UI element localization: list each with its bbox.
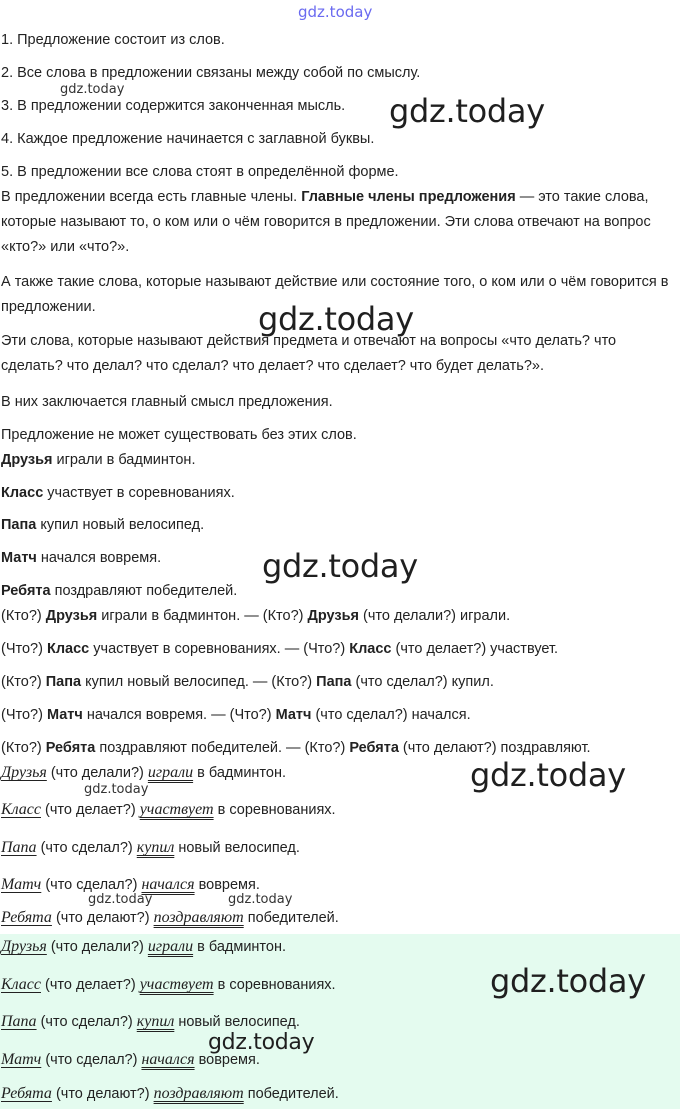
theory-paragraph: В предложении всегда есть главные члены. Главные члены предложения — это такие слова, которые называют то, о ком или о чём говорится в предложении. Эти слова отвечают на вопрос «кто?» или «что?». — [1, 189, 651, 255]
analysis-line: (Кто?) Ребята поздравляют победителей. — (Кто?) Ребята (что делают?) поздравляют. — [1, 740, 591, 756]
parsed-sentence: Друзья (что делали?) играли в бадминтон. — [1, 938, 287, 955]
watermark: gdz.today — [262, 547, 418, 585]
watermark: gdz.today — [389, 92, 545, 130]
parsed-sentence: Папа (что сделал?) купил новый велосипед. — [1, 1013, 300, 1030]
sentence: Папа купил новый велосипед. — [1, 517, 205, 533]
parsed-sentence: Друзья (что делали?) играли в бадминтон. — [1, 764, 287, 781]
parsed-sentence: Класс (что делает?) участвует в соревнованиях. — [1, 976, 336, 993]
watermark-small: gdz.today — [84, 782, 149, 797]
watermark: gdz.today — [470, 756, 626, 794]
parsed-sentence: Ребята (что делают?) поздравляют победителей. — [1, 909, 339, 926]
rule-item: 4. Каждое предложение начинается с заглавной буквы. — [1, 131, 375, 147]
watermark: gdz.today — [258, 300, 414, 338]
sentence: Ребята поздравляют победителей. — [1, 583, 238, 599]
rule-item: 2. Все слова в предложении связаны между собой по смыслу. — [1, 65, 421, 81]
watermark: gdz.today — [490, 962, 646, 1000]
watermark: gdz.today — [208, 1030, 315, 1055]
analysis-line: (Кто?) Папа купил новый велосипед. — (Кто?) Папа (что сделал?) купил. — [1, 674, 494, 690]
analysis-line: (Кто?) Друзья играли в бадминтон. — (Кто?) Друзья (что делали?) играли. — [1, 608, 511, 624]
watermark-small: gdz.today — [88, 892, 153, 907]
watermark-top: gdz.today — [298, 3, 373, 21]
theory-paragraph: Предложение не может существовать без этих слов. — [1, 427, 357, 443]
parsed-sentence: Класс (что делает?) участвует в соревнованиях. — [1, 801, 336, 818]
sentence: Матч начался вовремя. — [1, 550, 162, 566]
parsed-sentence: Ребята (что делают?) поздравляют победителей. — [1, 1085, 339, 1102]
watermark-small: gdz.today — [228, 892, 293, 907]
rule-item: 1. Предложение состоит из слов. — [1, 32, 225, 48]
theory-paragraph: Эти слова, которые называют действия предмета и отвечают на вопросы «что делать? что сделать? что делал? что сделал? что делает? что сделает? что будет делать?». — [1, 333, 617, 374]
parsed-sentence: Папа (что сделал?) купил новый велосипед. — [1, 839, 300, 856]
sentence: Друзья играли в бадминтон. — [1, 452, 196, 468]
analysis-line: (Что?) Класс участвует в соревнованиях. — (Что?) Класс (что делает?) участвует. — [1, 641, 559, 657]
watermark-small: gdz.today — [60, 82, 125, 97]
parsed-sentence: Матч (что сделал?) начался вовремя. — [1, 1051, 260, 1068]
sentence: Класс участвует в соревнованиях. — [1, 485, 235, 501]
theory-paragraph: А также такие слова, которые называют действие или состояние того, о ком или о чём говорится в предложении. — [1, 274, 669, 315]
theory-paragraph: В них заключается главный смысл предложения. — [1, 394, 333, 410]
analysis-line: (Что?) Матч начался вовремя. — (Что?) Матч (что сделал?) начался. — [1, 707, 471, 723]
rule-item: 3. В предложении содержится законченная мысль. — [1, 98, 346, 114]
rule-item: 5. В предложении все слова стоят в определённой форме. — [1, 164, 399, 180]
parsed-sentence: Матч (что сделал?) начался вовремя. — [1, 876, 260, 893]
